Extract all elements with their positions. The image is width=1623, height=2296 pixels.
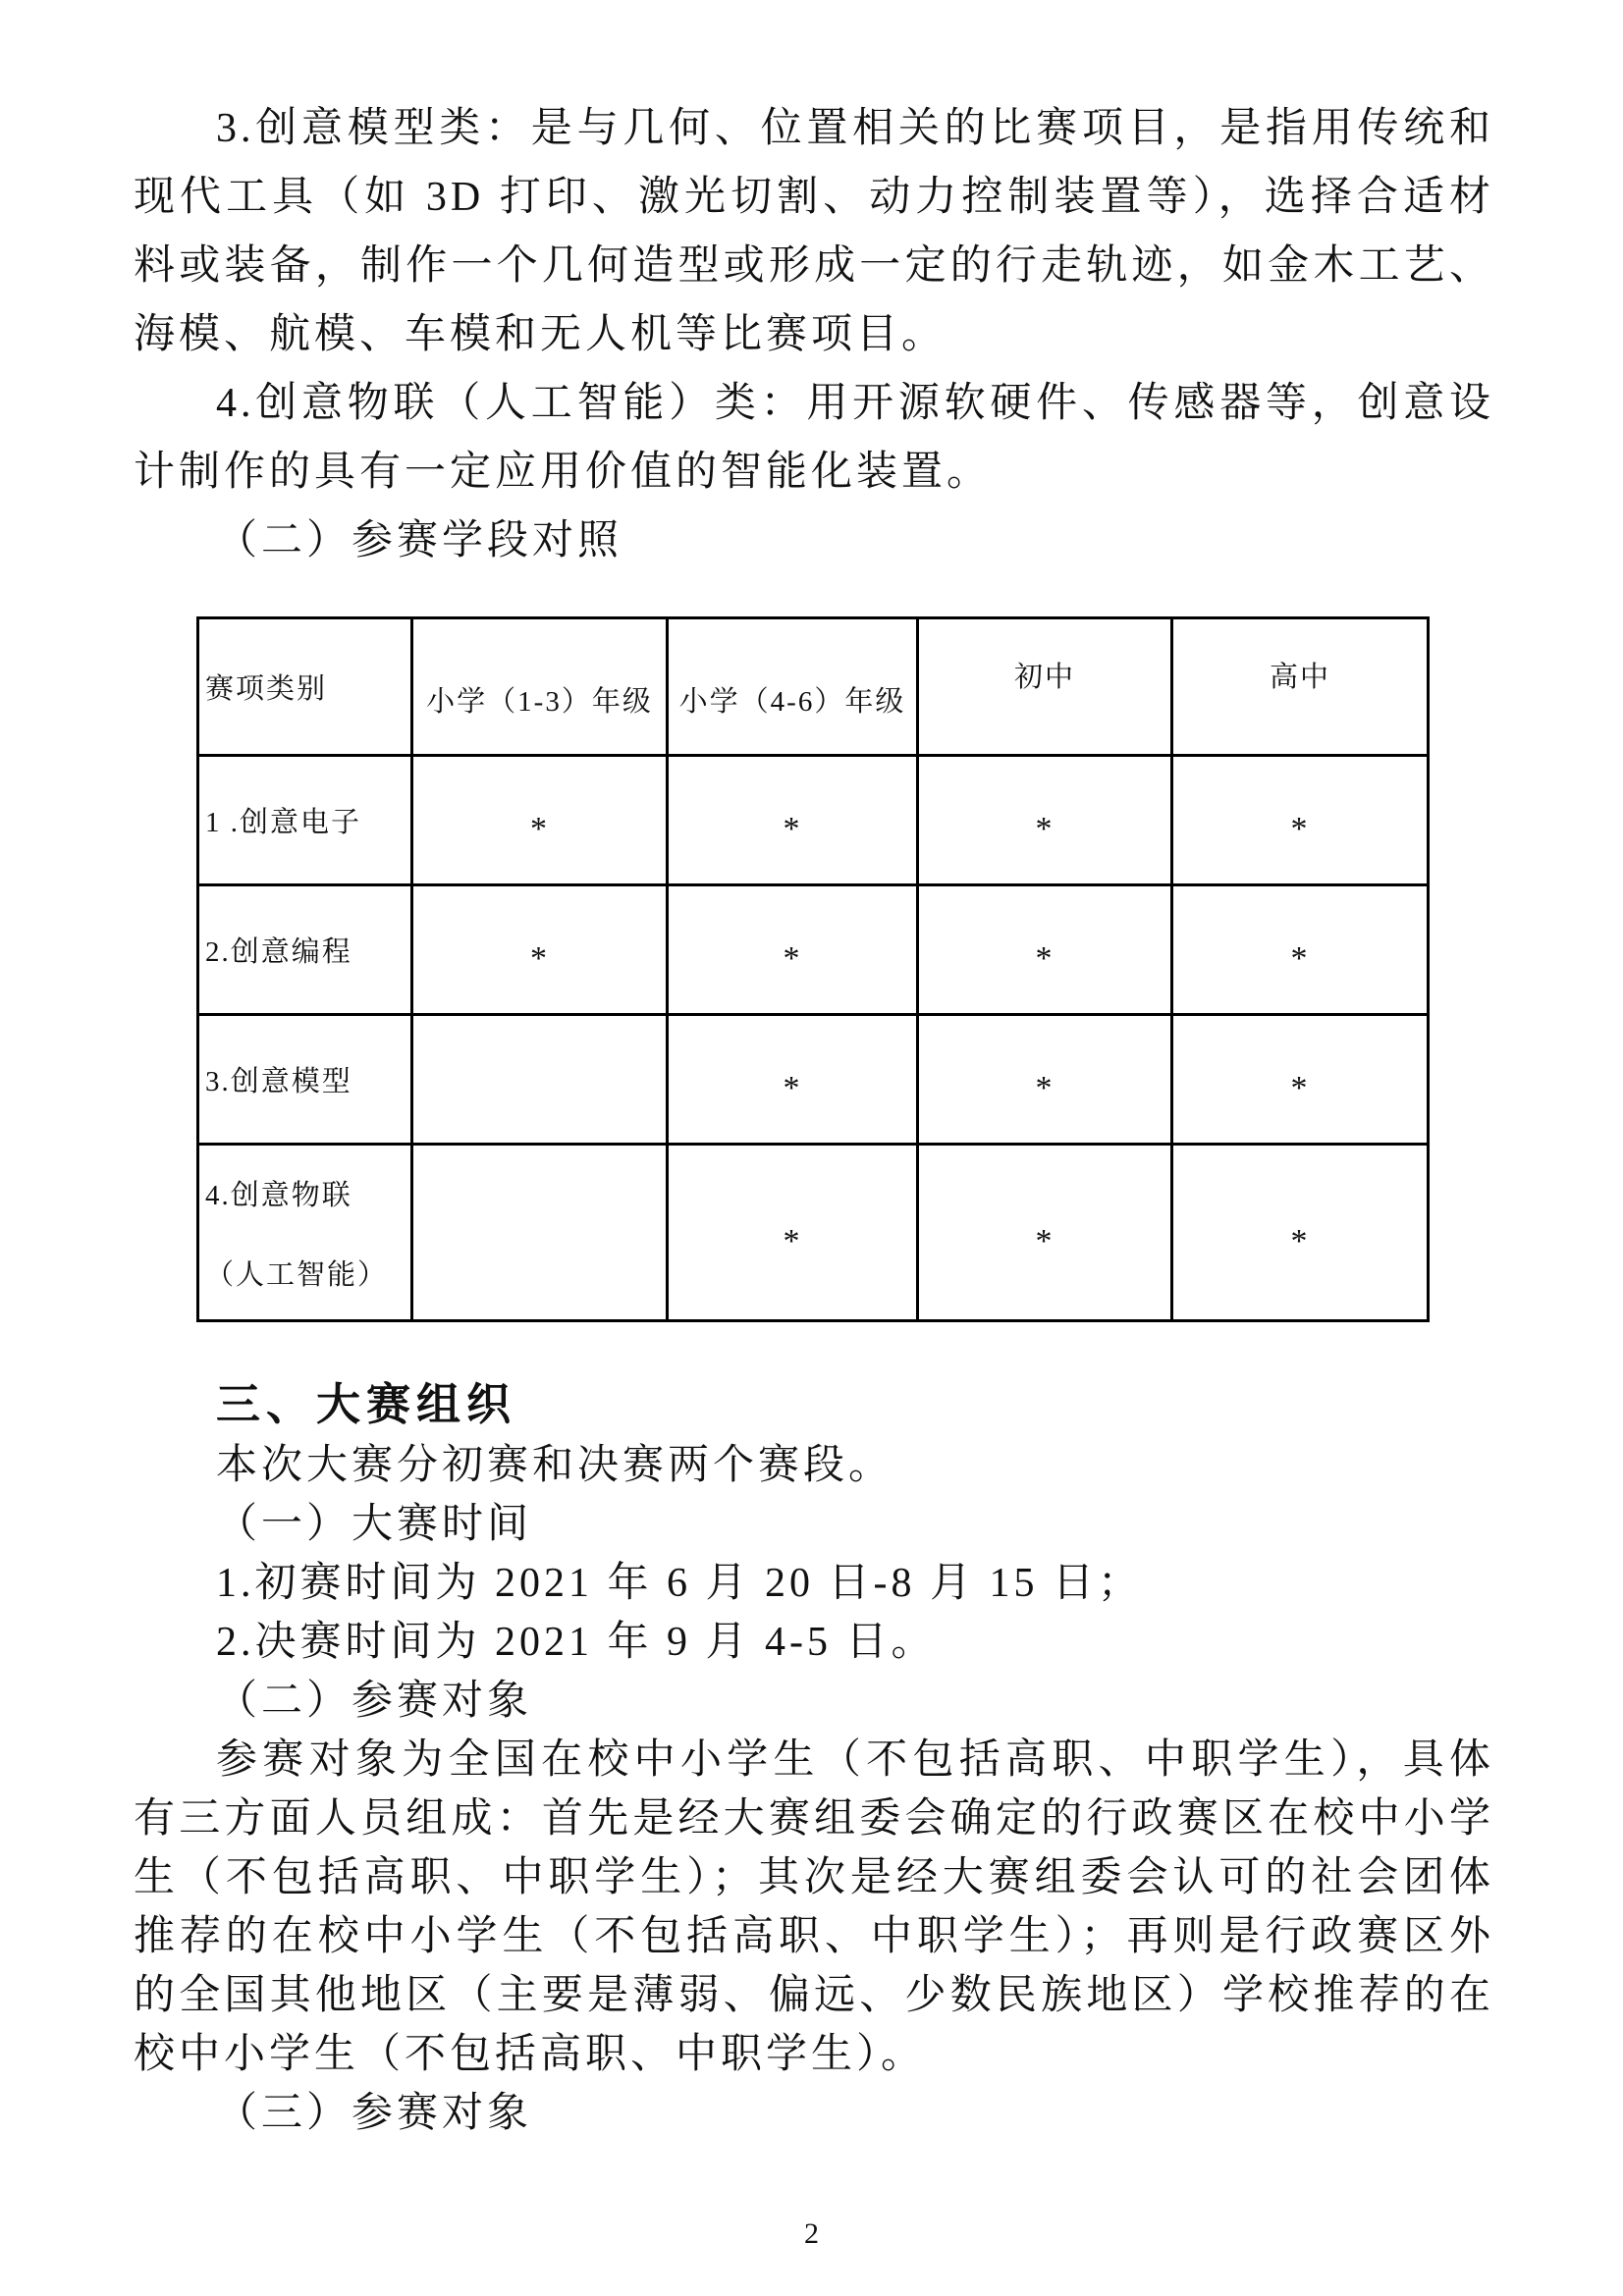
section3-sub2-heading: （二）参赛对象	[216, 1679, 533, 1724]
star-mark: *	[1290, 1222, 1310, 1259]
table-row	[198, 885, 1429, 1015]
row-label-electronics: 1 .创意电子	[198, 756, 412, 885]
header-primary-1-3: 小学（1-3）年级	[412, 618, 668, 756]
header-category: 赛项类别	[198, 618, 412, 756]
section3-sub3-heading: （三）参赛对象	[216, 2091, 533, 2136]
star-mark: *	[783, 1069, 802, 1106]
star-mark: *	[783, 1222, 802, 1259]
star-mark: *	[1035, 939, 1055, 977]
participants-paragraph: 参赛对象为全国在校中小学生（不包括高职、中职学生），具体有三方面人员组成：首先是经大赛组委会确定的行政赛区在校中小学生（不包括高职、中职学生）；其次是经大赛组委会认可的社会团体推荐的在校中小学生（不包括高职、中职学生）；再则是行政赛区外的全国其他地区（主要是薄弱、偏远、少数民族地区）学校推荐的在校中小学生（不包括高职、中职学生）。	[134, 1737, 1494, 2077]
star-mark: *	[530, 939, 549, 977]
row-label-model: 3.创意模型	[198, 1015, 412, 1145]
section3-heading: 三、大赛组织	[216, 1379, 517, 1429]
paragraph-creative-iot: 4.创意物联（人工智能）类：用开源软硬件、传感器等，创意设计制作的具有一定应用价值的智能化装置。	[134, 381, 1494, 495]
table-header-row	[198, 618, 1429, 756]
star-mark: *	[1035, 810, 1055, 847]
header-junior-high: 初中	[918, 618, 1172, 756]
star-mark: *	[1290, 1069, 1310, 1106]
grade-mapping-table	[196, 616, 1430, 1322]
row-label-programming: 2.创意编程	[198, 885, 412, 1015]
star-mark: *	[1035, 1222, 1055, 1259]
star-mark: *	[1290, 810, 1310, 847]
table-row	[198, 1015, 1429, 1145]
section3-intro: 本次大赛分初赛和决赛两个赛段。	[216, 1443, 894, 1488]
star-mark: *	[783, 939, 802, 977]
header-primary-4-6: 小学（4-6）年级	[668, 618, 918, 756]
page-content	[134, 94, 1494, 2143]
star-mark: *	[1035, 1069, 1055, 1106]
table-row	[198, 1145, 1429, 1321]
header-senior-high: 高中	[1172, 618, 1429, 756]
star-mark: *	[1290, 939, 1310, 977]
star-mark: *	[783, 810, 802, 847]
paragraph-creative-model: 3.创意模型类：是与几何、位置相关的比赛项目，是指用传统和现代工具（如 3D 打印、激光切割、动力控制装置等），选择合适材料或装备，制作一个几何造型或形成一定的行走轨迹，如金木工艺、海模、航模、车模和无人机等比赛项目。	[134, 106, 1494, 357]
section3-sub1-heading: （一）大赛时间	[216, 1502, 533, 1547]
table-row	[198, 756, 1429, 885]
preliminary-round-time: 1.初赛时间为 2021 年 6 月 20 日-8 月 15 日；	[216, 1561, 1143, 1606]
star-mark: *	[530, 810, 549, 847]
section2-heading: （二）参赛学段对照	[216, 518, 623, 563]
page-number: 2	[804, 2217, 819, 2250]
section3	[134, 1373, 1494, 2143]
row-label-iot: 4.创意物联 （人工智能）	[198, 1145, 412, 1321]
final-round-time: 2.决赛时间为 2021 年 9 月 4-5 日。	[216, 1620, 937, 1665]
